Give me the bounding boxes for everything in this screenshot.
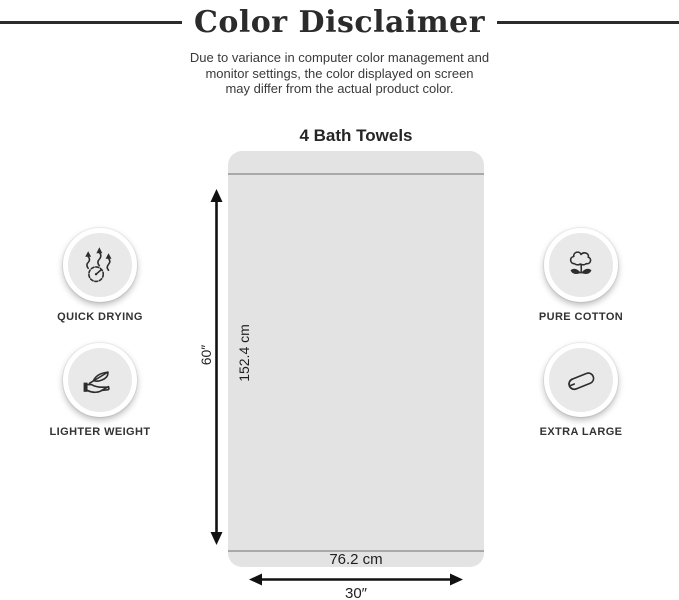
feature-quick-drying: [25, 228, 175, 323]
feature-label: EXTRA LARGE: [539, 426, 623, 438]
product-title: 4 Bath Towels: [299, 126, 413, 145]
quick-drying-icon: [79, 244, 121, 286]
feature-circle: [63, 228, 137, 302]
feature-extra-large: [506, 343, 656, 438]
disclaimer-line-1: Due to variance in computer color management and: [189, 50, 490, 65]
towel-illustration: [228, 151, 484, 567]
feature-label: QUICK DRYING: [57, 311, 143, 323]
towel-top-hem-line: [228, 173, 484, 175]
feature-circle: [63, 343, 137, 417]
lighter-weight-icon: [79, 359, 121, 401]
height-dimension-arrow: [208, 189, 225, 545]
feature-circle: [544, 343, 618, 417]
feature-pure-cotton: [506, 228, 656, 323]
header-rule-right: [497, 21, 679, 24]
feature-circle: [544, 228, 618, 302]
height-inches-label: 60″: [198, 344, 214, 366]
disclaimer-line-3: may differ from the actual product color.: [225, 81, 454, 96]
width-inches-label: 30″: [345, 585, 367, 600]
feature-label: PURE COTTON: [538, 311, 624, 323]
disclaimer-line-2: monitor settings, the color displayed on screen: [205, 65, 474, 81]
header: [0, 0, 679, 44]
pure-cotton-icon: [560, 244, 602, 286]
feature-label: LIGHTER WEIGHT: [49, 426, 151, 438]
extra-large-icon: [560, 359, 602, 401]
feature-lighter-weight: [25, 343, 175, 438]
height-cm-label: 152.4 cm: [236, 324, 252, 382]
page-title: Color Disclaimer: [194, 4, 485, 40]
header-rule-left: [0, 21, 182, 24]
width-cm-label: 76.2 cm: [329, 551, 383, 568]
disclaimer-text: [0, 50, 679, 97]
